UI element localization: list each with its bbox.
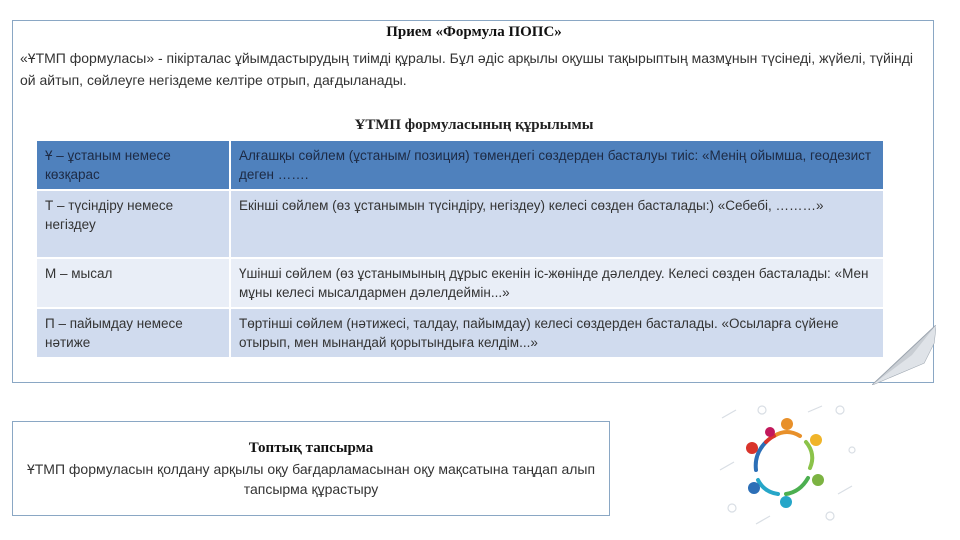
table-cell-term: Т – түсіндіру немесе негіздеу xyxy=(37,190,230,258)
card-title: Прием «Формула ПОПС» xyxy=(386,24,562,40)
card-intro: «ҰТМП формуласы» - пікірталас ұйымдастырудың тиімді құралы. Бұл әдіс арқылы оқушы тақырыптың мазмұнын түсінеді, жүйелі, түйінді ой айтып, сөйлеуге негіздеме келтіре отрып, дағдыланады. xyxy=(20,50,913,88)
pops-card xyxy=(12,20,934,383)
table-row xyxy=(37,308,884,358)
table-cell-term: П – пайымдау немесе нәтиже xyxy=(37,308,230,358)
table-row xyxy=(37,190,884,258)
table-title: ҰТМП формуласының құрылымы xyxy=(354,117,594,133)
table-cell-desc: Төртінші сөйлем (нәтижесі, талдау, пайымдау) келесі сөздерден басталады. «Осыларға сүйене отырып, мен мынандай қорытындыға келдім...» xyxy=(230,308,884,358)
table-cell-desc: Үшінші сөйлем (өз ұстанымының дұрыс екенін іс-жөнінде дәлелдеу. Келесі сөзден басталады: «Мен мұны келесі мысалдармен дәлелдеймін...» xyxy=(230,258,884,308)
table-row xyxy=(37,141,884,190)
table-cell-desc: Алғашқы сөйлем (ұстаным/ позиция) төмендегі сөздерден басталуы тиіс: «Менің ойымша, геодезист деген ……. xyxy=(230,141,884,190)
task-title: Топтық тапсырма xyxy=(248,440,374,456)
teamwork-people-circle-icon xyxy=(712,398,862,533)
pops-table xyxy=(37,141,885,359)
table-cell-term: Ұ – ұстаным немесе көзқарас xyxy=(37,141,230,190)
table-row xyxy=(37,258,884,308)
task-text: ҰТМП формуласын қолдану арқылы оқу бағдарламасынан оқу мақсатына таңдап алып тапсырма құрастыру xyxy=(26,461,596,497)
page-curl-icon xyxy=(872,325,936,385)
table-cell-term: М – мысал xyxy=(37,258,230,308)
group-task-box xyxy=(12,421,610,516)
table-cell-desc: Екінші сөйлем (өз ұстанымын түсіндіру, негіздеу) келесі сөзден басталады:) «Себебі, ………» xyxy=(230,190,884,258)
